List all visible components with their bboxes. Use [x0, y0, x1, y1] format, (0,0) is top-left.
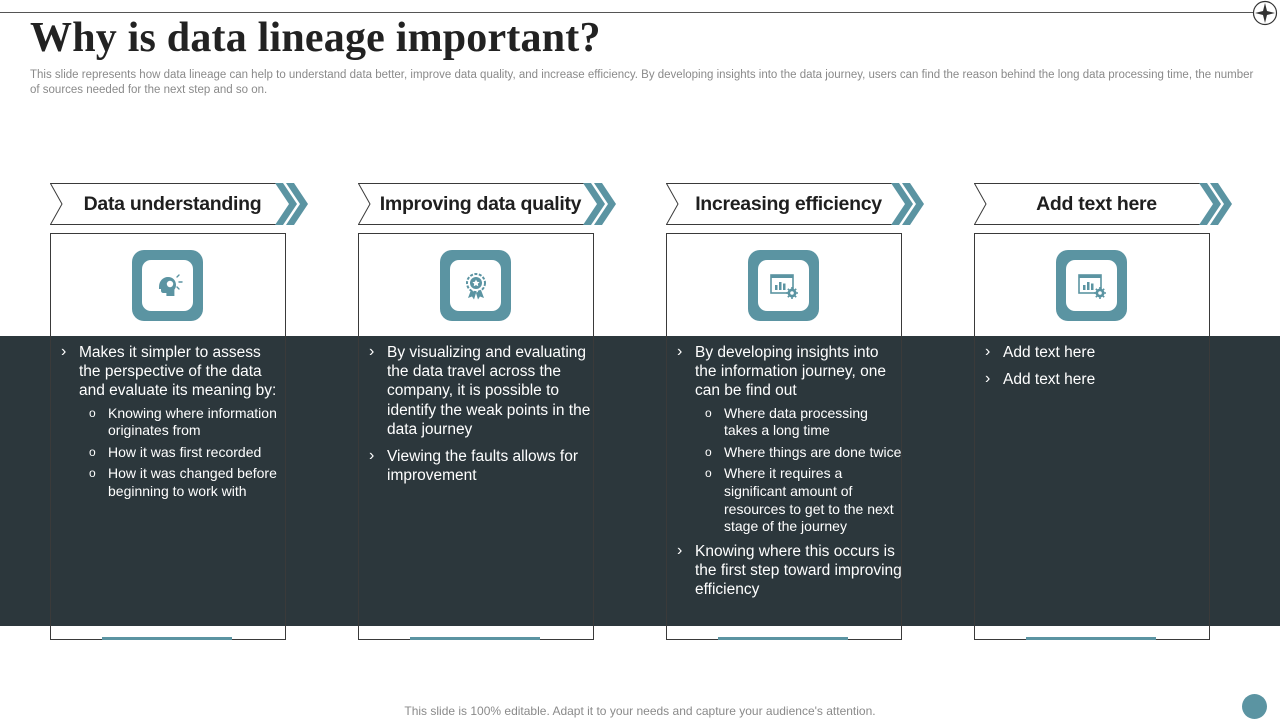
- card-accent-bar: [102, 637, 232, 640]
- dashboard-gear-icon: [1066, 260, 1117, 311]
- column-header: [358, 183, 618, 225]
- bullet-list: [368, 343, 594, 493]
- bullet-item: › Knowing where this occurs is the first step toward improving efficiency: [676, 542, 902, 600]
- column-3: [666, 0, 926, 720]
- corner-dot: [1242, 694, 1267, 719]
- sub-bullet-item: o Knowing where information originates from: [108, 405, 286, 440]
- award-badge-icon: [450, 260, 501, 311]
- column-1: [50, 0, 310, 720]
- column-heading: Data understanding: [83, 192, 262, 215]
- footer-note: This slide is 100% editable. Adapt it to your needs and capture your audience's attention.: [404, 704, 876, 718]
- column-header: [666, 183, 926, 225]
- bullet-list: [984, 343, 1210, 397]
- bullet-item: › Add text here: [984, 370, 1210, 389]
- dashboard-gear-icon: [758, 260, 809, 311]
- column-header: [974, 183, 1234, 225]
- icon-frame: [1056, 250, 1127, 321]
- bullet-item: › Makes it simpler to assess the perspective of the data and evaluate its meaning by:: [60, 343, 286, 401]
- bullet-item: › Viewing the faults allows for improvement: [368, 447, 594, 485]
- bullet-list: [676, 343, 902, 607]
- column-heading: Improving data quality: [379, 192, 582, 215]
- icon-frame: [132, 250, 203, 321]
- card-accent-bar: [410, 637, 540, 640]
- column-heading: Add text here: [1036, 192, 1157, 215]
- column-heading: Increasing efficiency: [695, 192, 882, 215]
- bullet-item: › Add text here: [984, 343, 1210, 362]
- bullet-item: › By visualizing and evaluating the data travel across the company, it is possible to identify the weak points in the data journey: [368, 343, 594, 439]
- sub-bullet-item: o How it was changed before beginning to work with: [108, 465, 286, 500]
- icon-frame: [440, 250, 511, 321]
- bullet-list: [60, 343, 286, 507]
- sub-bullet-list: [60, 405, 286, 501]
- bullet-item: › By developing insights into the information journey, one can be find out: [676, 343, 902, 401]
- card-accent-bar: [1026, 637, 1156, 640]
- compass-icon: [1252, 0, 1278, 26]
- card-accent-bar: [718, 637, 848, 640]
- column-4: [974, 0, 1234, 720]
- sub-bullet-item: o How it was first recorded: [108, 444, 286, 462]
- column-2: [358, 0, 618, 720]
- sub-bullet-item: o Where data processing takes a long time: [724, 405, 902, 440]
- icon-frame: [748, 250, 819, 321]
- head-idea-icon: [142, 260, 193, 311]
- column-header: [50, 183, 310, 225]
- sub-bullet-item: o Where things are done twice: [724, 444, 902, 462]
- sub-bullet-list: [676, 405, 902, 536]
- sub-bullet-item: o Where it requires a significant amount of resources to get to the next stage of the journey: [724, 465, 902, 535]
- page-subtitle: This slide represents how data lineage can help to understand data better, improve data quality, and increase efficiency. By developing insights into the data journey, users can find the reason behind the long data processing time, the number of sources needed for the next step and so on.: [30, 69, 1254, 96]
- page-title: Why is data lineage important?: [30, 15, 601, 61]
